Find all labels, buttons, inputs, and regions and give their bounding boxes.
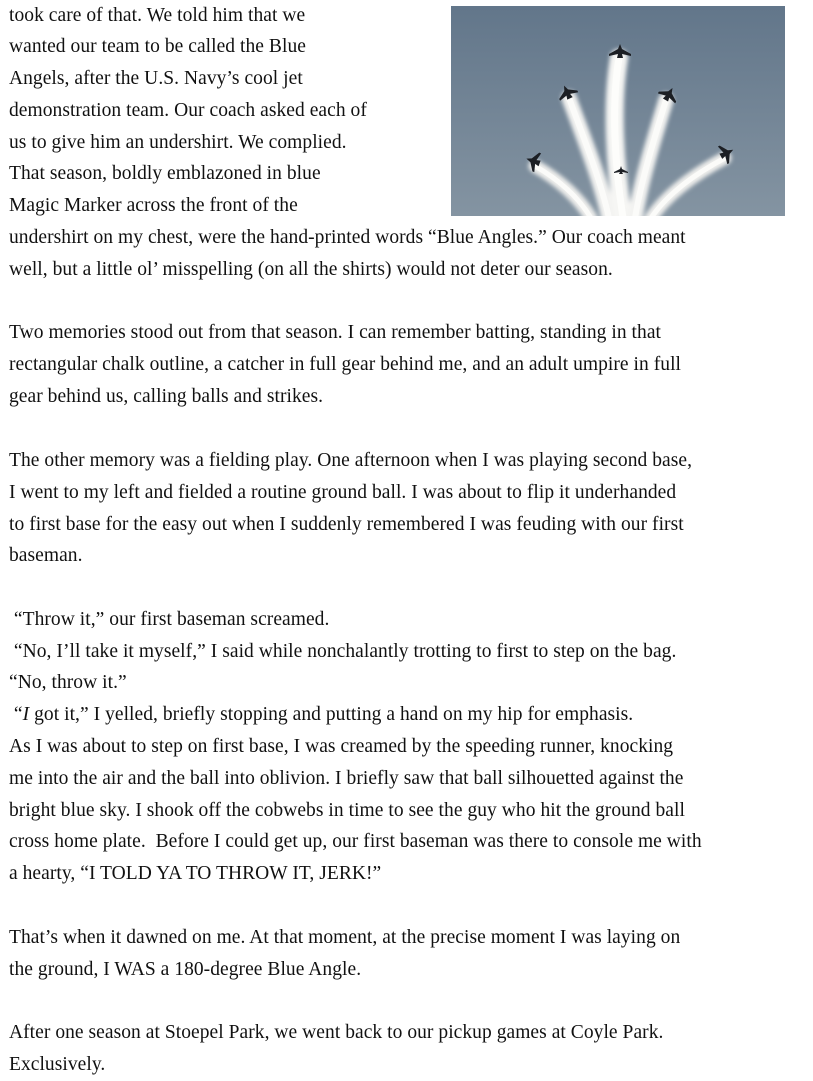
text-line: well, but a little ol’ misspelling (on all the shirts) would not deter our season. xyxy=(9,259,613,280)
text-line: “No, throw it.” xyxy=(9,672,127,693)
text-line: the ground, I WAS a 180-degree Blue Angle. xyxy=(9,959,362,980)
text-line: us to give him an undershirt. We complied. xyxy=(9,132,347,153)
italic-emphasis: I xyxy=(22,704,30,725)
text-line: cross home plate. Before I could get up, our first baseman was there to console me with xyxy=(9,831,702,852)
text-line xyxy=(9,699,633,731)
text-line: to first base for the easy out when I suddenly remembered I was feuding with our first xyxy=(9,514,684,535)
text-line: wanted our team to be called the Blue xyxy=(9,36,306,57)
text-segment: got it,” I yelled, briefly stopping and putting a hand on my hip for emphasis. xyxy=(29,704,634,725)
text-line: Magic Marker across the front of the xyxy=(9,195,298,216)
text-line: I went to my left and fielded a routine ground ball. I was about to flip it underhanded xyxy=(9,482,677,503)
text-line: undershirt on my chest, were the hand-printed words “Blue Angles.” Our coach meant xyxy=(9,227,686,248)
text-line: me into the air and the ball into oblivion. I briefly saw that ball silhouetted against the xyxy=(9,768,684,789)
text-line: The other memory was a fielding play. One afternoon when I was playing second base, xyxy=(9,450,693,471)
text-line: Exclusively. xyxy=(9,1054,106,1075)
text-line: “Throw it,” our first baseman screamed. xyxy=(9,609,330,630)
text-line: That’s when it dawned on me. At that moment, at the precise moment I was laying on xyxy=(9,927,681,948)
text-line: After one season at Stoepel Park, we went back to our pickup games at Coyle Park. xyxy=(9,1022,664,1043)
text-segment: “ xyxy=(9,704,23,725)
text-line: took care of that. We told him that we xyxy=(9,5,306,26)
text-line: baseman. xyxy=(9,545,83,566)
text-line: bright blue sky. I shook off the cobwebs in time to see the guy who hit the ground ball xyxy=(9,800,685,821)
blue-angels-jets-image xyxy=(451,6,785,216)
text-line: demonstration team. Our coach asked each of xyxy=(9,100,367,121)
text-line: Angels, after the U.S. Navy’s cool jet xyxy=(9,68,303,89)
text-line: “No, I’ll take it myself,” I said while nonchalantly trotting to first to step on the bag. xyxy=(9,641,677,662)
text-line: rectangular chalk outline, a catcher in full gear behind me, and an adult umpire in full xyxy=(9,354,682,375)
text-line: As I was about to step on first base, I was creamed by the speeding runner, knocking xyxy=(9,736,674,757)
blue-angels-photo xyxy=(451,6,785,216)
text-line: gear behind us, calling balls and strikes. xyxy=(9,386,324,407)
text-line: a hearty, “I TOLD YA TO THROW IT, JERK!” xyxy=(9,863,382,884)
text-line: That season, boldly emblazoned in blue xyxy=(9,163,321,184)
text-line: Two memories stood out from that season. I can remember batting, standing in that xyxy=(9,322,661,343)
